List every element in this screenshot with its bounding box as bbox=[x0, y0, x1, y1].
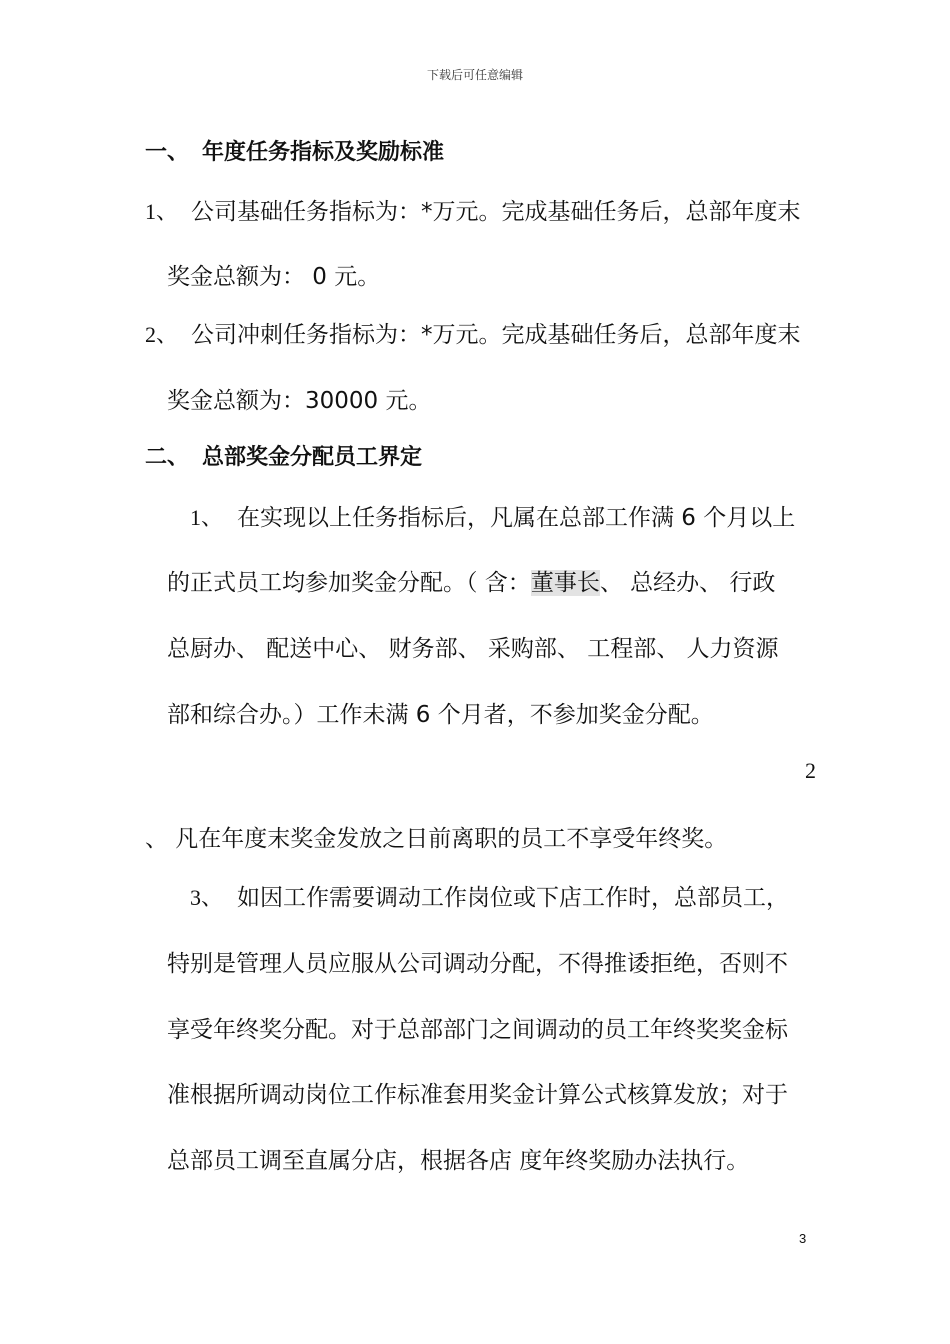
page-number: 3 bbox=[799, 1231, 807, 1246]
section1-item1-line2: 奖金总额为： 0 元。 bbox=[167, 264, 381, 290]
line2-text-a: 的正式员工均参加奖金分配。（ 含： bbox=[167, 570, 531, 596]
section2-item1-line3: 总厨办、 配送中心、 财务部、 采购部、 工程部、 人力资源 bbox=[167, 636, 779, 662]
section1-item1-number: 1、 bbox=[145, 199, 179, 224]
line2-text-b: 、 总经办、 行政 bbox=[599, 570, 776, 596]
section2-heading: 总部奖金分配员工界定 bbox=[202, 445, 423, 470]
section2-item1-number: 1、 bbox=[190, 505, 224, 530]
section2-item3-line2: 特别是管理人员应服从公司调动分配，不得推诿拒绝，否则不 bbox=[167, 951, 788, 977]
section1-item1-line1: 公司基础任务指标为：*万元。完成基础任务后，总部年度末 bbox=[191, 199, 801, 225]
section2-item3-line5: 总部员工调至直属分店，根据各店 度年终奖励办法执行。 bbox=[167, 1148, 750, 1174]
section1-item2-number: 2、 bbox=[145, 322, 179, 347]
section1-heading-number: 一、 bbox=[145, 140, 190, 165]
section2-item3-line4: 准根据所调动岗位工作标准套用奖金计算公式核算发放；对于 bbox=[167, 1082, 788, 1108]
section2-item1-line4: 部和综合办。）工作未满 6 个月者，不参加奖金分配。 bbox=[167, 702, 714, 728]
section1-heading: 年度任务指标及奖励标准 bbox=[202, 140, 445, 165]
page-header-watermark: 下载后可任意编辑 bbox=[426, 68, 523, 82]
section2-item1-line2 bbox=[167, 568, 775, 598]
highlighted-chairman: 董事长 bbox=[530, 570, 600, 596]
section2-item2-number: 2 bbox=[805, 758, 816, 783]
section1-item2-line2: 奖金总额为：30000 元。 bbox=[167, 388, 432, 414]
section2-item3-number: 3、 bbox=[190, 885, 224, 910]
section2-item1-line1: 在实现以上任务指标后，凡属在总部工作满 6 个月以上 bbox=[237, 505, 796, 531]
section2-heading-number: 二、 bbox=[145, 445, 190, 470]
section2-item3-line3: 享受年终奖分配。对于总部部门之间调动的员工年终奖奖金标 bbox=[167, 1017, 788, 1043]
section1-item2-line1: 公司冲刺任务指标为：*万元。完成基础任务后，总部年度末 bbox=[191, 322, 801, 348]
section2-item3-line1: 如因工作需要调动工作岗位或下店工作时，总部员工， bbox=[237, 885, 789, 911]
section2-item2-line1: 、 凡在年度末奖金发放之日前离职的员工不享受年终奖。 bbox=[145, 826, 728, 852]
